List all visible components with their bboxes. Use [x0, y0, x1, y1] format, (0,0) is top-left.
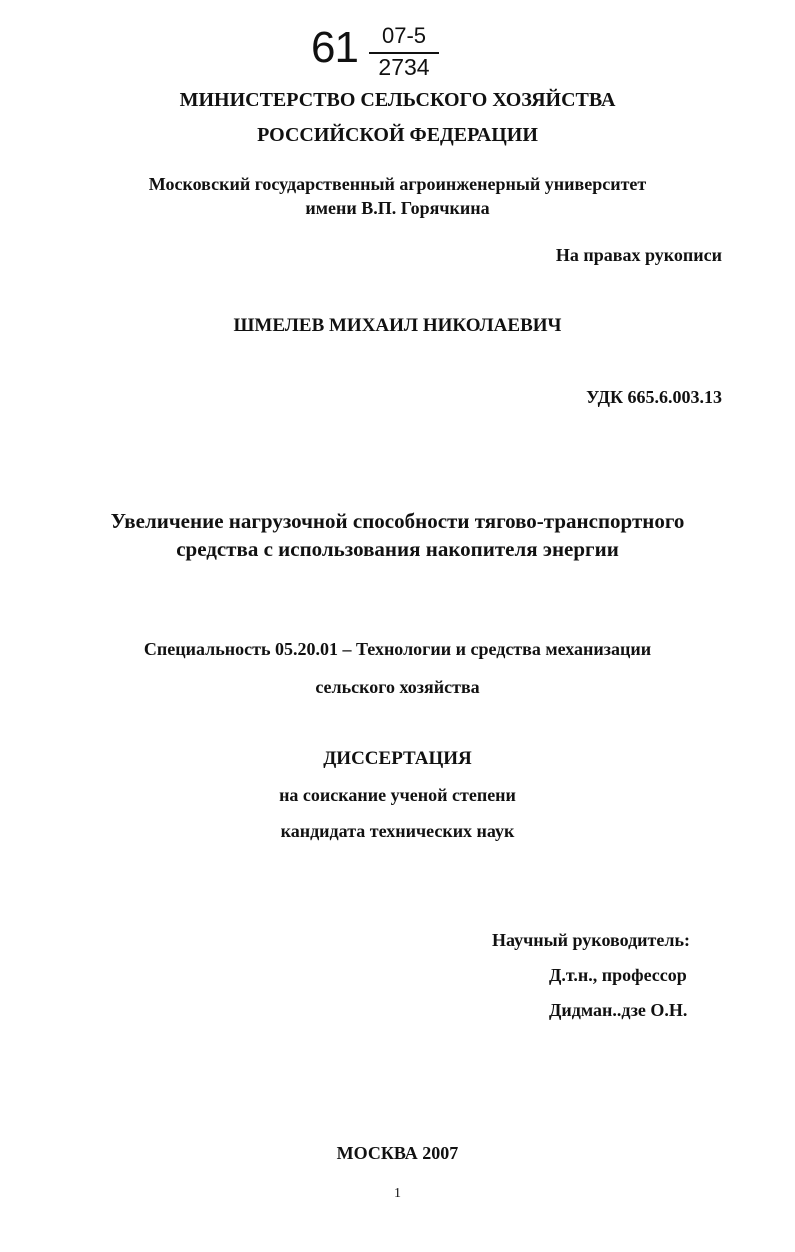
thesis-title-line-2: средства с использования накопителя энергии: [176, 537, 619, 561]
page-number: 1: [394, 1186, 401, 1201]
dissertation-label: ДИССЕРТАЦИЯ: [323, 748, 472, 769]
stamp-numerator: 07-5: [381, 23, 427, 48]
stamp-number: 61: [311, 23, 358, 72]
ministry-line-2: РОССИЙСКОЙ ФЕДЕРАЦИИ: [257, 124, 538, 146]
udc-code: УДК 665.6.003.13: [586, 387, 722, 407]
university-line-1: Московский государственный агроинженерный университет: [148, 174, 647, 194]
thesis-title-line-1: Увеличение нагрузочной способности тягово-транспортного: [110, 509, 685, 533]
university-line-2: имени В.П. Горячкина: [305, 198, 490, 218]
stamp-denominator: 2734: [378, 54, 430, 80]
author-name: ШМЕЛЕВ МИХАИЛ НИКОЛАЕВИЧ: [233, 315, 562, 336]
manuscript-note: На правах рукописи: [555, 245, 722, 265]
dissertation-degree-line-1: на соискание ученой степени: [279, 785, 516, 805]
dissertation-degree-line-2: кандидата технических наук: [280, 821, 515, 841]
supervisor-label: Научный руководитель:: [492, 930, 690, 950]
specialty-line-2: сельского хозяйства: [315, 677, 480, 697]
city-year: МОСКВА 2007: [336, 1143, 459, 1163]
specialty-line-1: Специальность 05.20.01 – Технологии и средства механизации: [143, 639, 652, 659]
ministry-line-1: МИНИСТЕРСТВО СЕЛЬСКОГО ХОЗЯЙСТВА: [179, 89, 616, 111]
supervisor-name: Дидман..дзе О.Н.: [549, 1000, 688, 1020]
supervisor-degree: Д.т.н., профессор: [549, 965, 687, 985]
